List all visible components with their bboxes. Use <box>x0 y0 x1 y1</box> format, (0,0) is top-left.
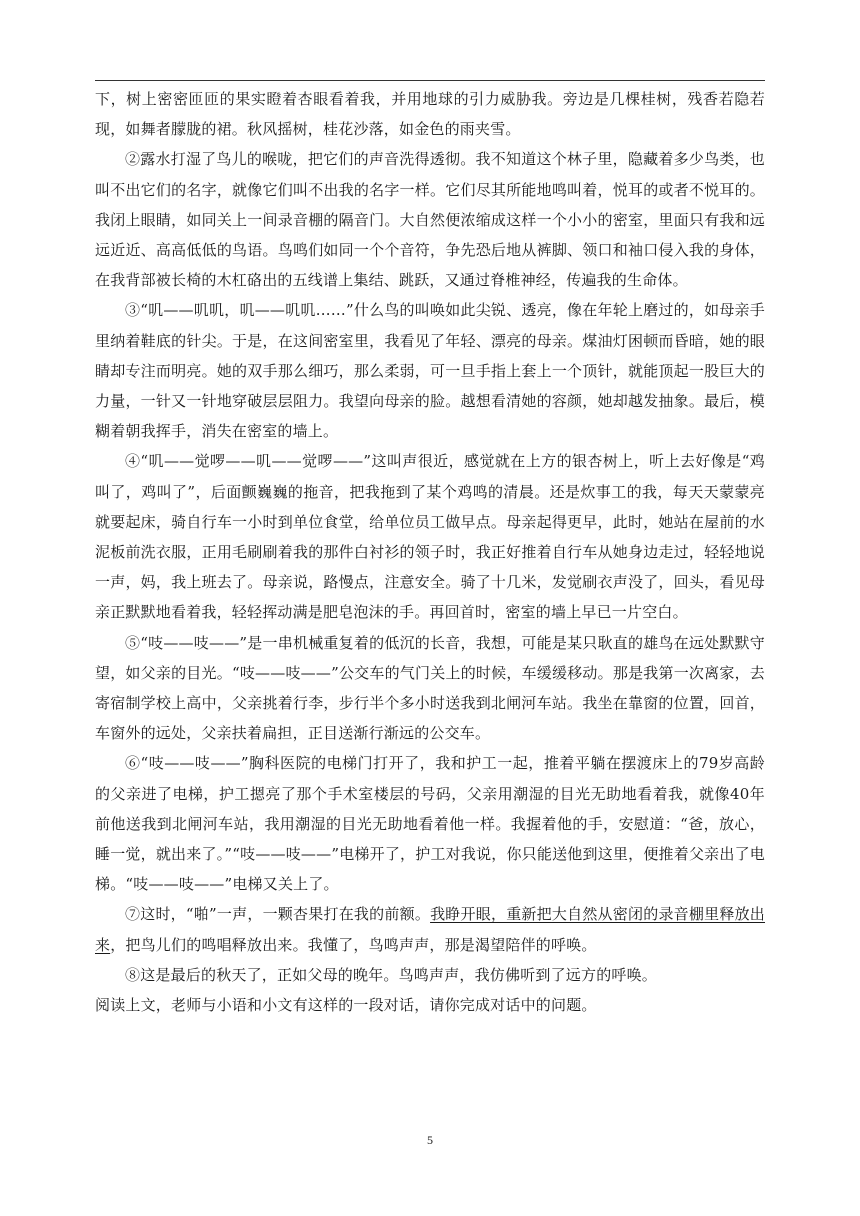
paragraph-7 <box>95 899 765 959</box>
paragraph-8: ⑧这是最后的秋天了，正如父母的晚年。鸟鸣声声，我仿佛听到了远方的呼唤。 <box>125 965 658 984</box>
header-rule <box>95 80 765 81</box>
paragraph-4: ④“叽——觉啰——叽——觉啰——”这叫声很近，感觉就在上方的银杏树上，听上去好像是“鸡叫了，鸡叫了”，后面颤巍巍的拖音，把我拖到了某个鸡鸣的清晨。还是炊事工的我，每天天蒙蒙亮就要起床，骑自行车一小时到单位食堂，给单位员工做早点。母亲起得更早，此时，她站在屋前的水泥板前洗衣服，正用毛刷刷着我的那件白衬衫的领子时，我正好推着自行车从她身边走过，轻轻地说一声，妈，我上班去了。母亲说，路慢点，注意安全。骑了十几米，发觉刷衣声没了，回头，看见母亲正默默地看着我，轻轻挥动满是肥皂泡沫的手。再回首时，密室的墙上早已一片空白。 <box>95 452 765 622</box>
paragraph-3: ③“叽——叽叽，叽——叽叽……”什么鸟的叫唤如此尖锐、透亮，像在年轮上磨过的，如母亲手里纳着鞋底的针尖。于是，在这间密室里，我看见了年轻、漂亮的母亲。煤油灯困顿而昏暗，她的眼睛却专注而明亮。她的双手那么细巧，那么柔弱，可一旦手指上套上一个顶针，就能顶起一股巨大的力量，一针又一针地穿破层层阻力。我望向母亲的脸。越想看清她的容颜，她却越发抽象。最后，模糊着朝我挥手，消失在密室的墙上。 <box>95 301 765 441</box>
paragraph-7-before: ⑦这时，“啪”一声，一颗杏果打在我的前额。 <box>125 905 431 924</box>
paragraph-6: ⑥“吱——吱——”胸科医院的电梯门打开了，我和护工一起，推着平躺在摆渡床上的79岁高龄的父亲进了电梯，护工摁亮了那个手术室楼层的号码，父亲用潮湿的目光无助地看着我，就像40年前他送我到北闸河车站，我用潮湿的目光无助地看着他一样。我握着他的手，安慰道：“爸，放心，睡一觉，就出来了。”“吱——吱——”电梯开了，护工对我说，你只能送他到这里，便推着父亲出了电梯。“吱——吱——”电梯又关上了。 <box>95 754 765 894</box>
article-body <box>95 84 765 1020</box>
paragraph-continued: 下，树上密密匝匝的果实瞪着杏眼看着我，并用地球的引力威胁我。旁边是几棵桂树，残香若隐若现，如舞者朦胧的裙。秋风摇树，桂花沙落，如金色的雨夹雪。 <box>95 90 765 139</box>
paragraph-5: ⑤“吱——吱——”是一串机械重复着的低沉的长音，我想，可能是某只耿直的雄鸟在远处默默守望，如父亲的目光。“吱——吱——”公交车的气门关上的时候，车缓缓移动。那是我第一次离家，去寄宿制学校上高中，父亲挑着行李，步行半个多小时送我到北闸河车站。我坐在靠窗的位置，回首，车窗外的远处，父亲扶着扁担，正目送渐行渐远的公交车。 <box>95 633 765 743</box>
question-intro: 阅读上文，老师与小语和小文有这样的一段对话，请你完成对话中的问题。 <box>95 996 597 1015</box>
underlined-sentence: 我睁开眼，重新把大自然从密闭的录音棚里释放出来 <box>95 905 765 954</box>
paragraph-7-after: ，把鸟儿们的鸣唱释放出来。我懂了，鸟鸣声声，那是渴望陪伴的呼唤。 <box>110 935 597 954</box>
page-number: 5 <box>427 1133 433 1147</box>
paragraph-2: ②露水打湿了鸟儿的喉咙，把它们的声音洗得透彻。我不知道这个林子里，隐藏着多少鸟类，也叫不出它们的名字，就像它们叫不出我的名字一样。它们尽其所能地鸣叫着，悦耳的或者不悦耳的。我闭上眼睛，如同关上一间录音棚的隔音门。大自然便浓缩成这样一个小小的密室，里面只有我和远远近近、高高低低的鸟语。鸟鸣们如同一个个音符，争先恐后地从裤脚、领口和袖口侵入我的身体，在我背部被长椅的木杠硌出的五线谱上集结、跳跃，又通过脊椎神经，传遍我的生命体。 <box>95 150 765 290</box>
